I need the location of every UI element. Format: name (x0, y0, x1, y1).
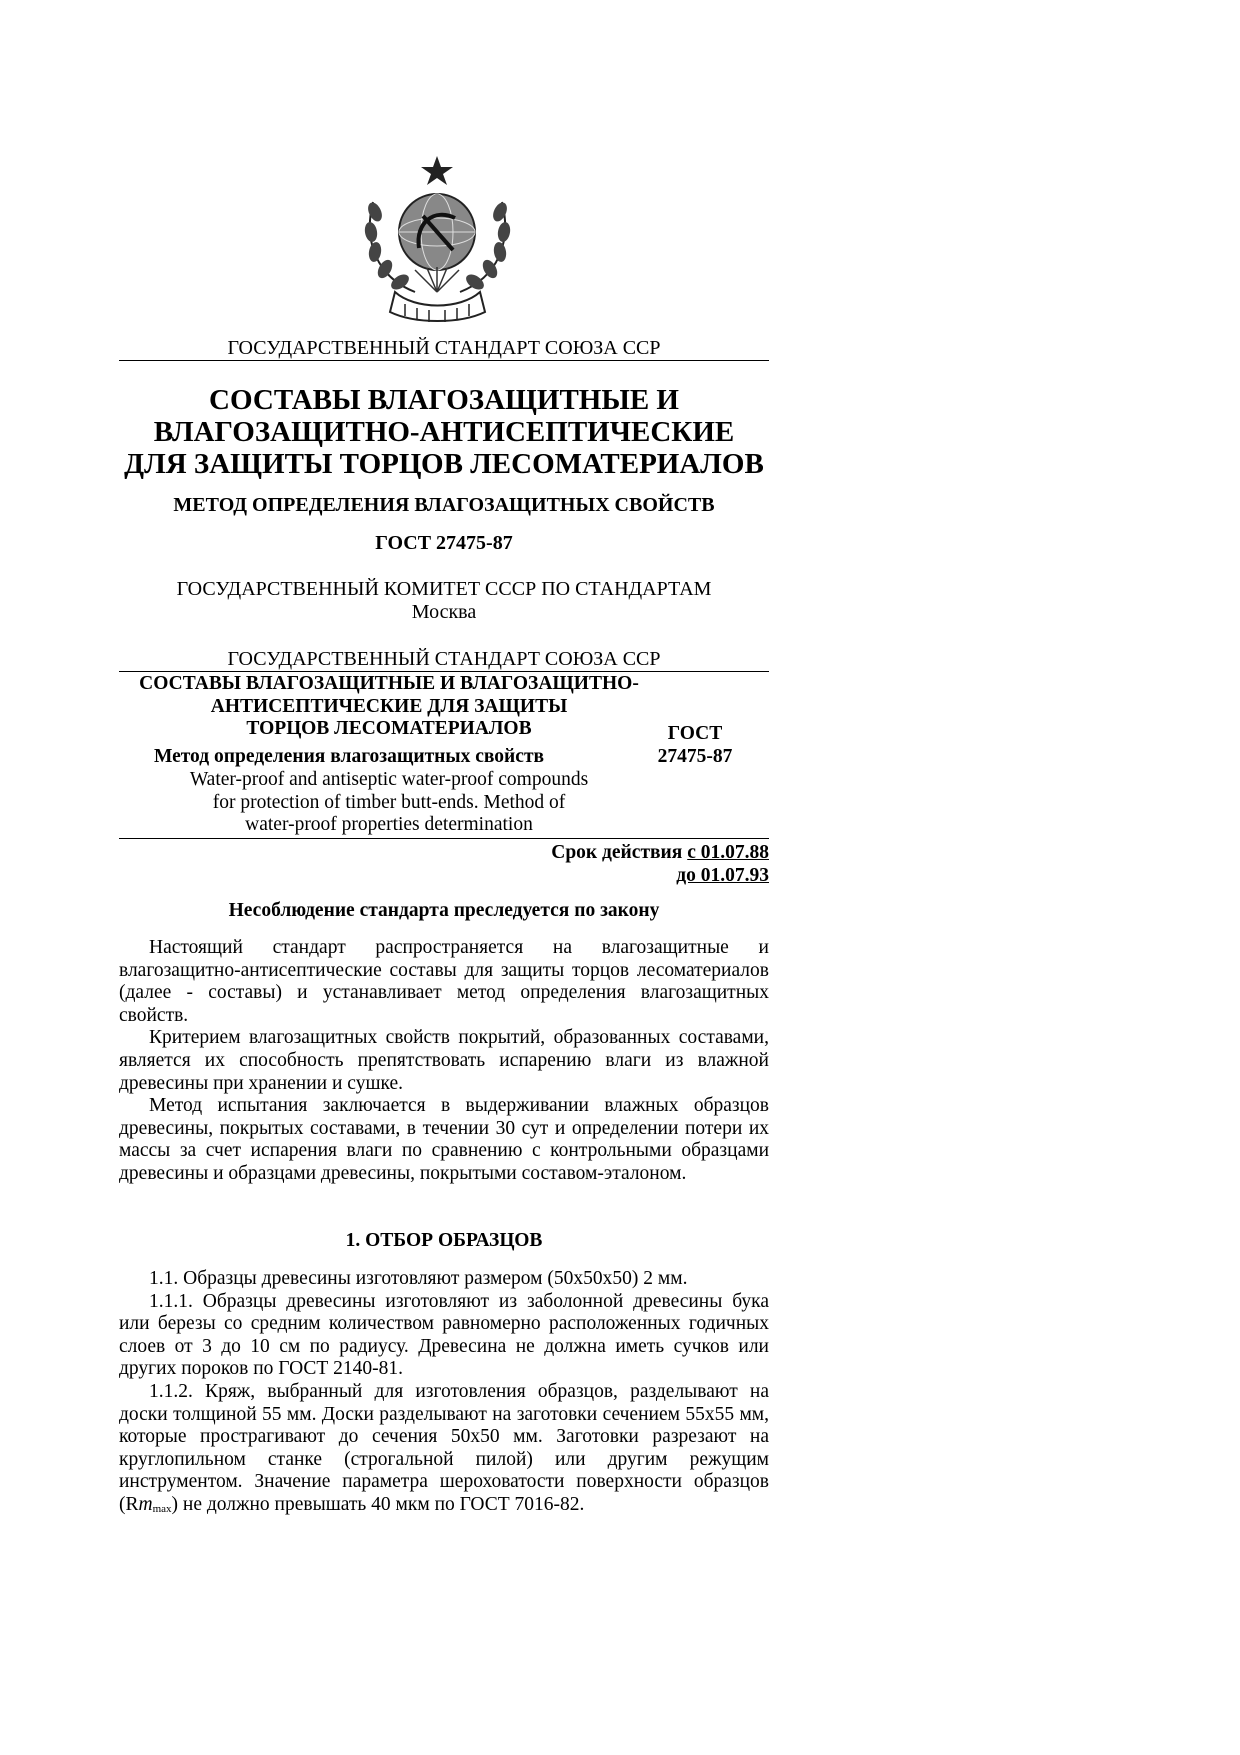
section-1-body (119, 1268, 769, 1521)
cover-subtitle: МЕТОД ОПРЕДЕЛЕНИЯ ВЛАГОЗАЩИТНЫХ СВОЙСТВ (173, 494, 715, 516)
cover-state-standard: ГОСУДАРСТВЕННЫЙ СТАНДАРТ СОЮЗА ССР (227, 337, 661, 359)
intro-paragraph-2: Критерием влагозащитных свойств покрытий, образованных составами, является их способность препятствовать испарению влаги из влажной древесины при хранении и сушке. (119, 1027, 769, 1094)
intro-section (119, 937, 769, 1186)
header-title-line-2: АНТИСЕПТИЧЕСКИЕ ДЛЯ ЗАЩИТЫ (210, 695, 568, 717)
validity-to: до 01.07.93 (676, 864, 769, 886)
cover-title-line-2: ВЛАГОЗАЩИТНО-АНТИСЕПТИЧЕСКИЕ (153, 416, 735, 448)
cover-title (119, 384, 769, 480)
header-top-rule (119, 671, 769, 672)
cover-title-line-1: СОСТАВЫ ВЛАГОЗАЩИТНЫЕ И (209, 384, 679, 416)
header-english-title (119, 769, 659, 837)
validity-period (119, 842, 769, 887)
p3-roughness-m: m (138, 1493, 153, 1515)
section-1-paragraph-1-1-1: 1.1.1. Образцы древесины изготовляют из заболонной древесины бука или березы со средним количеством равномерно расположенных годичных слоев от 3 до 10 см по радиусу. Древесина не должна иметь сучков или других пороков по ГОСТ 2140-81. (119, 1290, 769, 1380)
validity-label: Срок действия (551, 842, 683, 863)
header-bottom-rule (119, 838, 769, 839)
cover-city: Москва (411, 601, 477, 623)
cover-gost-number: ГОСТ 27475-87 (375, 532, 513, 554)
p3-text-after: ) не должно превышать 40 мкм по ГОСТ 7016-82. (171, 1493, 585, 1515)
legal-notice: Несоблюдение стандарта преследуется по закону (228, 900, 660, 921)
header-title-line-1: СОСТАВЫ ВЛАГОЗАЩИТНЫЕ И ВЛАГОЗАЩИТНО- (139, 673, 639, 694)
cover-title-line-3: ДЛЯ ЗАЩИТЫ ТОРЦОВ ЛЕСОМАТЕРИАЛОВ (124, 448, 764, 480)
state-emblem-image (355, 152, 520, 327)
header-english-line-1: Water-proof and antiseptic water-proof compounds (189, 769, 589, 790)
header-title-block (119, 673, 659, 741)
p3-roughness-sub: max (152, 1502, 172, 1515)
section-1-paragraph-1-1-2 (119, 1381, 769, 1521)
header-english-line-3: water-proof properties determination (245, 814, 533, 836)
header-title-line-3: ТОРЦОВ ЛЕСОМАТЕРИАЛОВ (246, 718, 532, 740)
p3-text-before: 1.1.2. Кряж, выбранный для изготовления образцов, разделывают на доски толщиной 55 мм. Доски разделывают на заготовки сечением 55х55 мм, которые прострагивают до сечения 50х50 мм. Заготовки разрезают на круглопильном станке (строгальной пилой) или другим режущим инструментом. Значение параметра шероховатости поверхности образцов (R (119, 1380, 769, 1515)
header-gost-number: 27475-87 (657, 746, 733, 767)
cover-committee: ГОСУДАРСТВЕННЫЙ КОМИТЕТ СССР ПО СТАНДАРТАМ (176, 578, 712, 600)
cover-rule (119, 360, 769, 361)
header-english-line-2: for protection of timber butt-ends. Method of (212, 791, 566, 813)
intro-paragraph-1: Настоящий стандарт распространяется на влагозащитные и влагозащитно-антисептические составы для защиты торцов лесоматериалов (далее - составы) и устанавливает метод определения влагозащитных свойств. (119, 937, 769, 1026)
intro-paragraph-3: Метод испытания заключается в выдерживании влажных образцов древесины, покрытых составами, в течении 30 сут и определении потери их массы за счет испарения влаги по сравнению с контрольными образцами древесины и образцами древесины, покрытыми составом-эталоном. (119, 1095, 769, 1184)
section-1-paragraph-1-1: 1.1. Образцы древесины изготовляют размером (50х50х50) 2 мм. (149, 1268, 688, 1289)
header-state-standard: ГОСУДАРСТВЕННЫЙ СТАНДАРТ СОЮЗА ССР (227, 648, 661, 670)
header-method-ru: Метод определения влагозащитных свойств (153, 746, 545, 767)
validity-from: с 01.07.88 (687, 842, 769, 863)
validity-from-line (119, 842, 769, 865)
section-1-heading: 1. ОТБОР ОБРАЗЦОВ (345, 1230, 543, 1251)
header-gost-label: ГОСТ (667, 723, 723, 744)
